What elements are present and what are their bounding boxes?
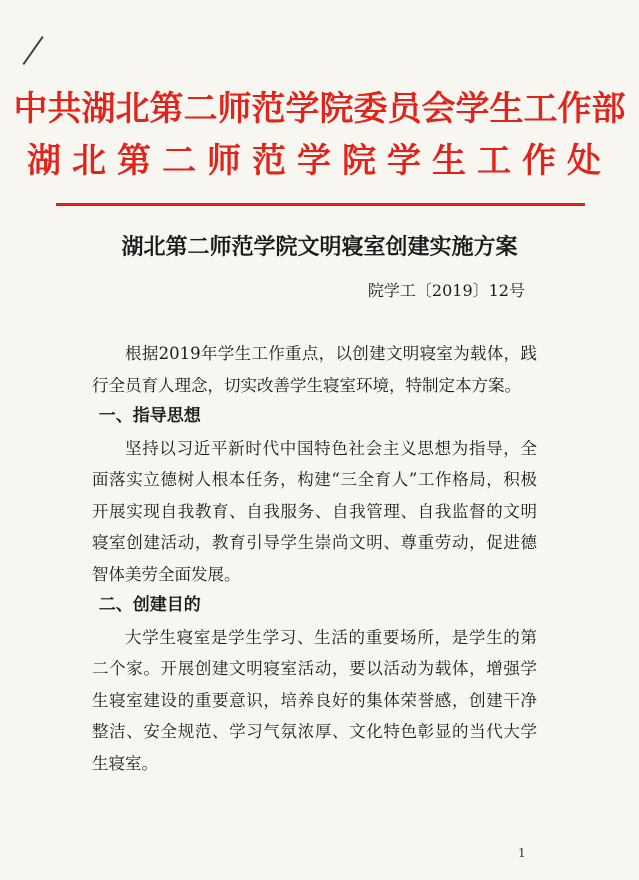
letterhead-line-1: 中共湖北第二师范学院委员会学生工作部 — [13, 89, 626, 129]
letterhead-red-rule — [56, 203, 585, 206]
document-body — [92, 338, 537, 779]
section-2-paragraph: 大学生寝室是学生学习、生活的重要场所，是学生的第二个家。开展创建文明寝室活动，要以活动为载体，增强学生寝室建设的重要意识，培养良好的集体荣誉感，创建干净整洁、安全规范、学习气氛浓厚、文化特色彰显的当代大学生寝室。 — [92, 627, 537, 773]
intro-paragraph: 根据2019年学生工作重点，以创建文明寝室为载体，践行全员育人理念，切实改善学生寝室环境，特制定本方案。 — [92, 344, 537, 395]
page-number: 1 — [518, 846, 526, 860]
letterhead-line-2: 湖北第二师范学院学生工作处 — [27, 141, 612, 181]
document-title: 湖北第二师范学院文明寝室创建实施方案 — [121, 234, 518, 260]
section-1-paragraph: 坚持以习近平新时代中国特色社会主义思想为指导，全面落实立德树人根本任务，构建“三全育人”工作格局，积极开展实现自我教育、自我服务、自我管理、自我监督的文明寝室创建活动，教育引导学生崇尚文明、尊重劳动，促进德智体美劳全面发展。 — [92, 438, 537, 584]
section-1-heading: 一、指导思想 — [98, 406, 201, 426]
pen-mark — [22, 36, 43, 65]
section-2-heading: 二、创建目的 — [98, 595, 201, 615]
document-number: 院学工〔2019〕12号 — [367, 281, 525, 300]
